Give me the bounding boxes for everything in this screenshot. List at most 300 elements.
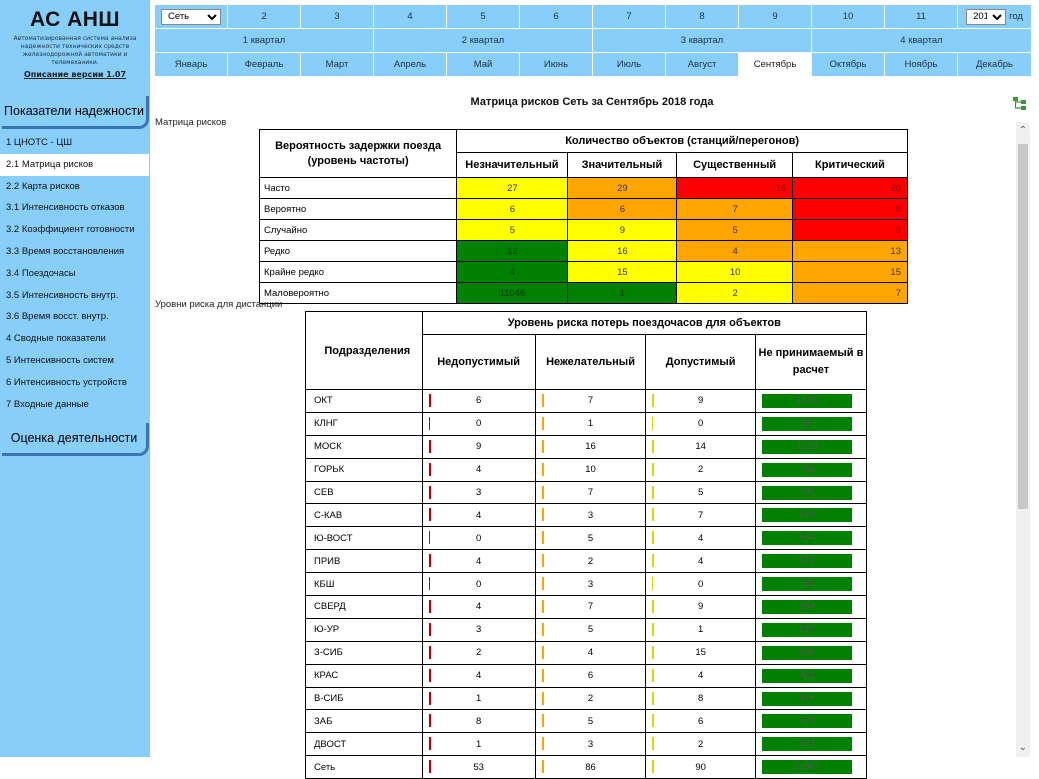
- dist-cell-value: 4: [587, 647, 594, 659]
- risk-level-mark: [429, 440, 431, 453]
- not-counted-bar: 736: [762, 577, 852, 591]
- sidebar-item-input-data[interactable]: 7 Входные данные: [6, 398, 89, 410]
- risk-level-mark: [429, 600, 431, 613]
- year-suffix: год: [1009, 11, 1023, 22]
- month-number-row: [155, 5, 1032, 29]
- month-num-3[interactable]: 3: [301, 5, 374, 29]
- scroll-up-icon[interactable]: ⌃: [1018, 125, 1028, 136]
- matrix-row: [260, 220, 908, 241]
- dist-cell: [646, 550, 755, 573]
- risk-level-mark: [429, 577, 430, 590]
- matrix-cell[interactable]: 6: [567, 199, 677, 220]
- dist-row: [306, 458, 867, 481]
- dist-cell-value: 3: [587, 578, 594, 590]
- risk-level-mark: [429, 760, 431, 773]
- risk-level-mark: [429, 737, 431, 750]
- dist-cell-value: 10: [585, 464, 596, 476]
- dist-cell-value: 9: [697, 601, 704, 613]
- sidebar: [0, 0, 150, 757]
- risk-level-mark: [542, 440, 544, 453]
- dist-unit-name: В-СИБ: [306, 687, 423, 710]
- dist-cell: [422, 390, 535, 413]
- dist-cell-value: 15: [695, 647, 706, 659]
- dist-cell: [646, 641, 755, 664]
- matrix-cell[interactable]: 7: [677, 199, 793, 220]
- dist-unit-name: Ю-ВОСТ: [306, 527, 423, 550]
- matrix-col-header: Критический: [792, 153, 907, 178]
- dist-cell-bar: [755, 550, 866, 573]
- dist-cell-value: 4: [475, 509, 482, 521]
- dist-cell: [535, 504, 646, 527]
- dist-cell: [422, 618, 535, 641]
- dist-cell: [422, 733, 535, 756]
- dist-cell-bar: [755, 435, 866, 458]
- dist-row: [306, 641, 867, 664]
- dist-cell-value: 5: [587, 715, 594, 727]
- dist-cell-value: 4: [475, 555, 482, 567]
- matrix-header-frequency: Вероятность задержки поезда (уровень частоты): [260, 130, 457, 178]
- matrix-cell[interactable]: 29: [567, 178, 677, 199]
- scroll-down-icon[interactable]: ⌄: [1018, 742, 1028, 753]
- risk-matrix-table: [259, 129, 908, 304]
- dist-unit-name: Ю-УР: [306, 618, 423, 641]
- sidebar-item-system-intensity[interactable]: 5 Интенсивность систем: [6, 354, 114, 366]
- sidebar-item-device-intensity[interactable]: 6 Интенсивность устройств: [6, 376, 127, 388]
- not-counted-bar: 924: [762, 737, 852, 751]
- dist-cell-bar: [755, 641, 866, 664]
- dist-cell-value: 5: [587, 624, 594, 636]
- dist-cell-bar: [755, 710, 866, 733]
- dist-unit-name: КЛНГ: [306, 412, 423, 435]
- matrix-cell[interactable]: 4: [677, 241, 793, 262]
- dist-cell: [535, 733, 646, 756]
- dist-row: [306, 733, 867, 756]
- month-num-7[interactable]: 7: [593, 5, 666, 29]
- year-select-cell: [958, 5, 1032, 29]
- risk-level-mark: [542, 714, 544, 727]
- risk-level-mark: [652, 737, 654, 750]
- matrix-cell[interactable]: 16: [677, 178, 793, 199]
- dist-row: [306, 527, 867, 550]
- dist-cell: [422, 504, 535, 527]
- dist-row: [306, 573, 867, 596]
- risk-level-mark: [542, 554, 544, 567]
- dist-cell: [535, 710, 646, 733]
- dist-col-header: Допустимый: [646, 335, 755, 390]
- month-name-row: [155, 53, 1032, 77]
- matrix-col-header: Существенный: [677, 153, 793, 178]
- dist-row: [306, 550, 867, 573]
- sidebar-item-cnots[interactable]: 1 ЦНОТС - ЦШ: [6, 137, 73, 148]
- matrix-header-group: Количество объектов (станций/перегонов): [457, 130, 908, 153]
- dist-cell-value: 7: [587, 487, 594, 498]
- risk-level-mark: [542, 669, 544, 682]
- risk-level-mark: [652, 440, 654, 453]
- matrix-cell[interactable]: 27: [457, 178, 567, 199]
- month-num-9[interactable]: 9: [739, 5, 812, 29]
- dist-cell-bar: [755, 412, 866, 435]
- dist-cell-value: 0: [697, 418, 704, 430]
- quarter-2[interactable]: 2 квартал: [374, 29, 593, 53]
- matrix-row: [260, 178, 908, 199]
- dist-row: [306, 756, 867, 779]
- scope-select-cell: [155, 5, 228, 29]
- dist-unit-name: С-КАВ: [306, 504, 423, 527]
- sidebar-item-risk-matrix[interactable]: 2.1 Матрица рисков: [0, 154, 149, 176]
- quarter-row: [155, 29, 1032, 53]
- dist-cell: [646, 733, 755, 756]
- risk-level-mark: [542, 737, 544, 750]
- matrix-row-label: Маловероятно: [260, 283, 457, 304]
- risk-level-mark: [542, 600, 544, 613]
- dist-cell: [646, 596, 755, 619]
- dist-cell-bar: [755, 596, 866, 619]
- dist-cell: [422, 756, 535, 779]
- not-counted-bar: 11067: [762, 760, 852, 774]
- risk-level-mark: [652, 531, 654, 544]
- dist-cell-value: 3: [475, 624, 482, 636]
- dist-cell-value: 2: [587, 693, 594, 705]
- dist-cell: [422, 573, 535, 596]
- dist-cell-value: 4: [475, 670, 482, 682]
- dist-unit-name: ГОРЬК: [306, 458, 423, 481]
- menu-header-reliability[interactable]: Показатели надежности: [2, 96, 149, 129]
- risk-level-mark: [652, 646, 654, 659]
- risk-level-mark: [652, 577, 653, 590]
- distance-risk-table: [305, 311, 867, 779]
- matrix-cell[interactable]: 2: [677, 283, 793, 304]
- dist-cell: [422, 412, 535, 435]
- matrix-row-label: Случайно: [260, 220, 457, 241]
- month-october[interactable]: Октябрь: [812, 53, 885, 77]
- risk-level-mark: [429, 508, 431, 521]
- month-num-4[interactable]: 4: [374, 5, 447, 29]
- dist-unit-name: ЗАБ: [306, 710, 423, 733]
- month-march[interactable]: Март: [301, 53, 374, 77]
- matrix-row: [260, 283, 908, 304]
- dist-cell: [535, 641, 646, 664]
- matrix-cell[interactable]: 11046: [457, 283, 567, 304]
- dist-cell-value: 7: [587, 601, 594, 613]
- dist-cell-bar: [755, 504, 866, 527]
- risk-level-mark: [542, 417, 544, 430]
- dist-cell-value: 14: [695, 441, 706, 453]
- dist-cell: [535, 412, 646, 435]
- matrix-section-label: Матрица рисков: [155, 117, 227, 128]
- risk-level-mark: [652, 394, 654, 407]
- dist-cell-value: 4: [475, 464, 482, 476]
- matrix-row: [260, 199, 908, 220]
- dist-cell-bar: [755, 687, 866, 710]
- risk-level-mark: [652, 486, 654, 499]
- dist-cell: [422, 527, 535, 550]
- sidebar-item-internal-recovery[interactable]: 3.6 Время восст. внутр.: [6, 311, 109, 323]
- sidebar-item-summary[interactable]: 4 Сводные показатели: [6, 333, 106, 345]
- risk-level-mark: [429, 646, 431, 659]
- not-counted-bar: 520: [762, 623, 852, 637]
- not-counted-bar: 787: [762, 486, 852, 500]
- quarter-3[interactable]: 3 квартал: [593, 29, 812, 53]
- dist-cell-value: 6: [697, 715, 704, 727]
- matrix-row-label: Часто: [260, 178, 457, 199]
- matrix-cell[interactable]: 20: [792, 178, 907, 199]
- not-counted-bar: 608: [762, 646, 852, 660]
- matrix-cell[interactable]: 8: [792, 199, 907, 220]
- matrix-cell[interactable]: 5: [457, 220, 567, 241]
- sidebar-item-recovery-time[interactable]: 3.3 Время восстановления: [6, 245, 125, 257]
- dist-cell-value: 90: [695, 761, 706, 773]
- matrix-cell[interactable]: 9: [792, 220, 907, 241]
- dist-cell-value: 2: [475, 647, 482, 659]
- dist-cell-value: 4: [697, 670, 704, 682]
- scroll-thumb[interactable]: [1018, 144, 1028, 509]
- dist-unit-name: ОКТ: [306, 390, 423, 413]
- not-counted-bar: 474: [762, 692, 852, 706]
- matrix-cell[interactable]: 9: [567, 220, 677, 241]
- risk-level-mark: [542, 577, 544, 590]
- sidebar-item-failure-intensity[interactable]: 3.1 Интенсивность отказов: [6, 202, 125, 214]
- dist-cell: [422, 710, 535, 733]
- month-num-10[interactable]: 10: [812, 5, 885, 29]
- not-counted-bar: 1446: [762, 394, 852, 408]
- matrix-cell[interactable]: 16: [567, 241, 677, 262]
- risk-level-mark: [652, 714, 654, 727]
- risk-level-mark: [429, 486, 431, 499]
- dist-cell: [646, 710, 755, 733]
- menu-header-performance[interactable]: Оценка деятельности: [2, 423, 149, 456]
- risk-level-mark: [542, 760, 544, 773]
- dist-cell-value: 3: [475, 487, 482, 498]
- dist-cell: [422, 596, 535, 619]
- not-counted-bar: 640: [762, 508, 852, 522]
- not-counted-bar: 340: [762, 714, 852, 728]
- risk-level-mark: [542, 692, 544, 705]
- dist-cell-bar: [755, 664, 866, 687]
- risk-level-mark: [429, 463, 431, 476]
- sidebar-item-internal-intensity[interactable]: 3.5 Интенсивность внутр.: [6, 289, 119, 301]
- dist-cell: [535, 687, 646, 710]
- dist-cell-value: 2: [587, 555, 594, 567]
- dist-cell-value: 6: [475, 395, 482, 407]
- risk-level-mark: [429, 554, 431, 567]
- dist-cell-value: 2: [697, 738, 704, 750]
- matrix-cell[interactable]: 1: [567, 283, 677, 304]
- dist-cell: [646, 664, 755, 687]
- risk-level-mark: [652, 760, 654, 773]
- month-february[interactable]: Февраль: [228, 53, 301, 77]
- dist-row: [306, 435, 867, 458]
- risk-level-mark: [429, 417, 430, 430]
- dist-unit-name: КБШ: [306, 573, 423, 596]
- dist-unit-name: МОСК: [306, 435, 423, 458]
- dist-cell-value: 5: [697, 487, 704, 498]
- dist-unit-name: З-СИБ: [306, 641, 423, 664]
- matrix-cell[interactable]: 13: [792, 241, 907, 262]
- dist-cell: [422, 435, 535, 458]
- dist-col-header: Недопустимый: [422, 335, 535, 390]
- risk-level-mark: [429, 692, 431, 705]
- matrix-cell[interactable]: 12: [457, 241, 567, 262]
- matrix-row-label: Крайне редко: [260, 262, 457, 283]
- dist-cell: [422, 687, 535, 710]
- sidebar-item-availability[interactable]: 3.2 Коэффициент готовности: [6, 224, 135, 236]
- month-num-8[interactable]: 8: [666, 5, 739, 29]
- dist-cell-bar: [755, 756, 866, 779]
- matrix-row-label: Вероятно: [260, 199, 457, 220]
- risk-level-mark: [429, 623, 431, 636]
- dist-cell: [646, 687, 755, 710]
- month-num-5[interactable]: 5: [447, 5, 520, 29]
- scrollbar[interactable]: [1016, 122, 1030, 757]
- month-september[interactable]: Сентябрь: [739, 53, 812, 77]
- not-counted-bar: 894: [762, 600, 852, 614]
- dist-cell-value: 4: [475, 601, 482, 613]
- dist-row: [306, 618, 867, 641]
- month-november[interactable]: Ноябрь: [885, 53, 958, 77]
- dist-cell-bar: [755, 458, 866, 481]
- dist-cell-bar: [755, 527, 866, 550]
- dist-section-label: Уровни риска для дистанции: [155, 299, 283, 310]
- dist-header-units: Подразделения: [306, 312, 423, 390]
- dist-row: [306, 687, 867, 710]
- matrix-cell[interactable]: 4: [457, 262, 567, 283]
- risk-level-mark: [652, 692, 654, 705]
- dist-cell: [422, 550, 535, 573]
- dist-cell-bar: [755, 390, 866, 413]
- sidebar-item-train-hours[interactable]: 3.4 Поездочасы: [6, 267, 76, 279]
- dist-cell: [535, 390, 646, 413]
- matrix-cell[interactable]: 15: [567, 262, 677, 283]
- dist-cell-value: 7: [587, 395, 594, 407]
- dist-cell-value: 9: [475, 441, 482, 453]
- quarter-1[interactable]: 1 квартал: [155, 29, 374, 53]
- dist-cell-value: 1: [697, 624, 704, 636]
- dist-cell: [422, 664, 535, 687]
- dist-row: [306, 664, 867, 687]
- month-august[interactable]: Август: [666, 53, 739, 77]
- month-january[interactable]: Январь: [155, 53, 228, 77]
- risk-level-mark: [542, 486, 544, 499]
- dist-cell-value: 1: [475, 693, 482, 705]
- dist-cell: [535, 596, 646, 619]
- scope-select[interactable]: [161, 9, 221, 25]
- risk-level-mark: [652, 600, 654, 613]
- dist-cell: [646, 390, 755, 413]
- dist-cell-bar: [755, 618, 866, 641]
- dist-unit-name: Сеть: [306, 756, 423, 779]
- dist-cell-value: 0: [475, 532, 482, 544]
- dist-cell-value: 3: [587, 738, 594, 750]
- dist-unit-name: СВЕРД: [306, 596, 423, 619]
- matrix-row-label: Редко: [260, 241, 457, 262]
- matrix-row: [260, 241, 908, 262]
- logo: [0, 0, 150, 79]
- dist-row: [306, 390, 867, 413]
- month-num-6[interactable]: 6: [520, 5, 593, 29]
- risk-level-mark: [652, 508, 654, 521]
- matrix-cell[interactable]: 15: [792, 262, 907, 283]
- not-counted-bar: 544: [762, 531, 852, 545]
- app-description: Автоматизированная система анализа надежности технических средств железнодорожной автоматики и телемеханики.: [13, 35, 137, 66]
- dist-cell: [535, 458, 646, 481]
- month-april[interactable]: Апрель: [374, 53, 447, 77]
- sidebar-item-risk-map[interactable]: 2.2 Карта рисков: [6, 180, 80, 192]
- risk-level-mark: [542, 646, 544, 659]
- dist-cell-value: 3: [587, 509, 594, 521]
- dist-unit-name: ДВОСТ: [306, 733, 423, 756]
- matrix-cell[interactable]: 10: [677, 262, 793, 283]
- risk-level-mark: [652, 463, 654, 476]
- dist-row: [306, 504, 867, 527]
- risk-level-mark: [542, 463, 544, 476]
- dist-cell-value: 4: [697, 532, 704, 544]
- dist-unit-name: СЕВ: [306, 481, 423, 504]
- dist-col-header: Не принимаемый в расчет: [755, 335, 866, 390]
- matrix-cell[interactable]: 5: [677, 220, 793, 241]
- dist-cell: [646, 458, 755, 481]
- dist-cell-value: 53: [473, 761, 484, 773]
- dist-cell: [535, 756, 646, 779]
- sidebar-menu: [0, 132, 150, 415]
- matrix-cell[interactable]: 7: [792, 283, 907, 304]
- dist-cell: [535, 527, 646, 550]
- month-may[interactable]: Май: [447, 53, 520, 77]
- dist-row: [306, 710, 867, 733]
- matrix-col-header: Незначительный: [457, 153, 567, 178]
- dist-cell: [535, 664, 646, 687]
- risk-level-mark: [652, 669, 654, 682]
- dist-cell: [646, 756, 755, 779]
- risk-level-mark: [542, 623, 544, 636]
- not-counted-bar: 361: [762, 669, 852, 683]
- dist-cell-value: 8: [697, 693, 704, 705]
- dist-cell: [646, 618, 755, 641]
- risk-level-mark: [429, 669, 431, 682]
- month-num-11[interactable]: 11: [885, 5, 958, 29]
- matrix-row: [260, 262, 908, 283]
- month-december[interactable]: Декабрь: [958, 53, 1032, 77]
- dist-cell: [646, 481, 755, 504]
- matrix-cell[interactable]: 6: [457, 199, 567, 220]
- month-july[interactable]: Июль: [593, 53, 666, 77]
- risk-level-mark: [429, 531, 430, 544]
- dist-cell-value: 86: [585, 761, 596, 773]
- dist-cell-value: 5: [587, 532, 594, 544]
- dist-cell-value: 1: [475, 738, 482, 750]
- dist-cell: [646, 412, 755, 435]
- dist-cell-value: 1: [587, 418, 594, 430]
- quarter-4[interactable]: 4 квартал: [812, 29, 1032, 53]
- dist-cell-value: 0: [697, 578, 704, 590]
- not-counted-bar: 519: [762, 554, 852, 568]
- dist-cell: [535, 481, 646, 504]
- year-select[interactable]: [966, 9, 1006, 25]
- dist-cell: [646, 527, 755, 550]
- dist-row: [306, 481, 867, 504]
- dist-cell-value: 7: [697, 509, 704, 521]
- dist-cell-value: 6: [587, 670, 594, 682]
- dist-cell-value: 9: [697, 395, 704, 407]
- month-june[interactable]: Июнь: [520, 53, 593, 77]
- dist-cell: [535, 550, 646, 573]
- version-link[interactable]: Описание версии 1.07: [23, 70, 127, 79]
- dist-header-group: Уровень риска потерь поездочасов для объектов: [422, 312, 866, 335]
- risk-level-mark: [652, 554, 654, 567]
- risk-level-mark: [542, 508, 544, 521]
- page-title: Матрица рисков Сеть за Сентябрь 2018 года: [470, 96, 714, 108]
- month-num-2[interactable]: 2: [228, 5, 301, 29]
- risk-level-mark: [652, 417, 653, 430]
